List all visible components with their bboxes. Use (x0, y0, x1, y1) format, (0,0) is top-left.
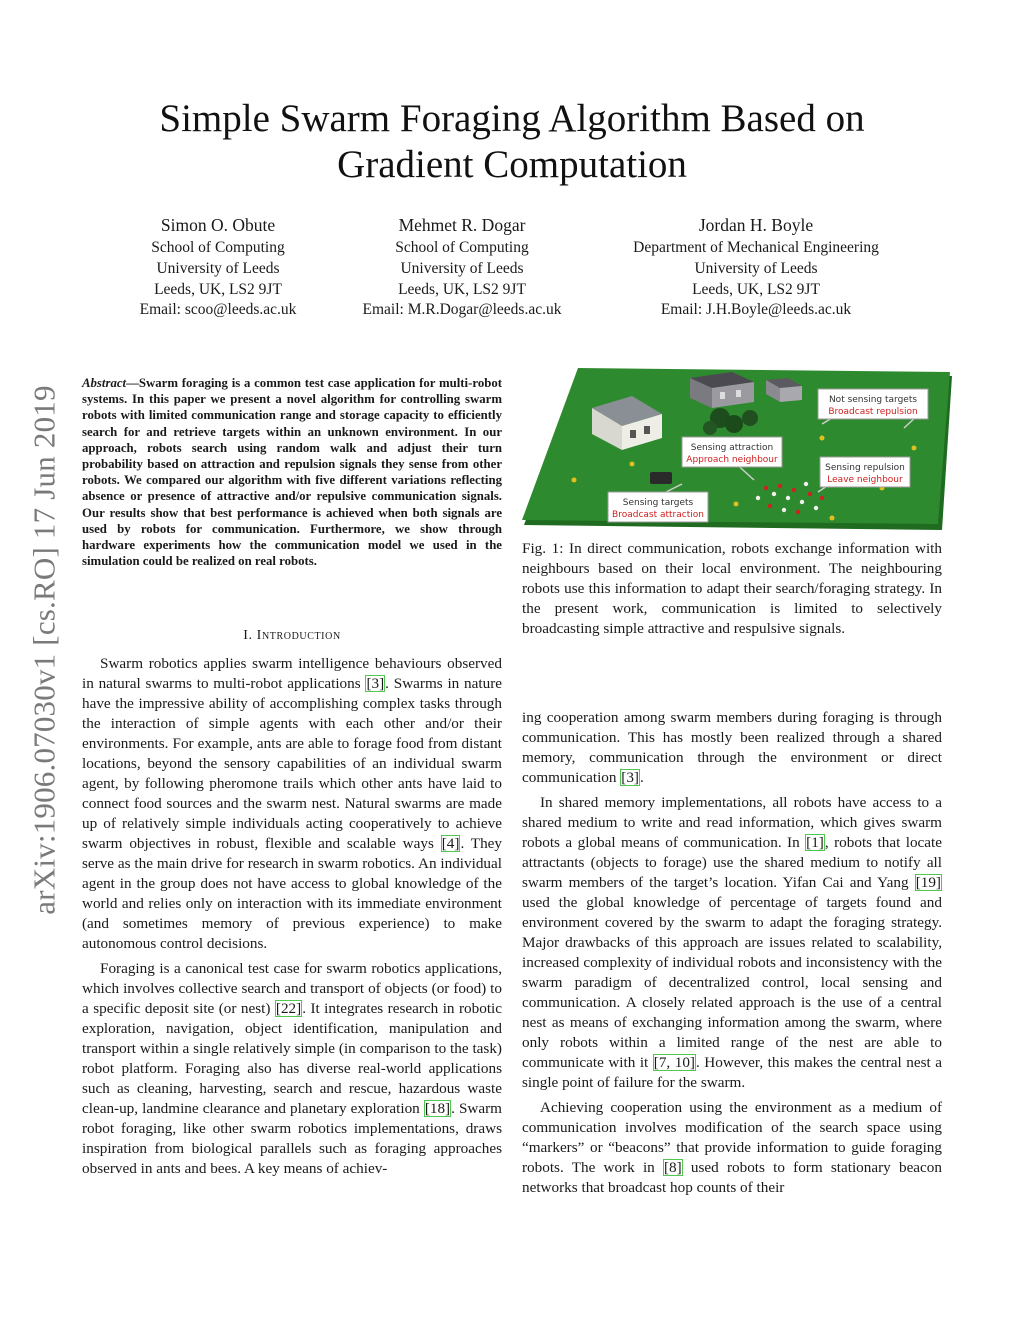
text-run: ing cooperation among swarm members during foraging is through communication. This has mostly been realized through a shared memory, communication through the environment or direct communication (522, 709, 942, 786)
text-run: . It integrates research in robotic exploration, navigation, object identification, manipulation and transport within a single relatively simple (in comparison to the task) robot platform. Foraging also has diverse real-world applications such as cleaning, harvesting, search and rescue, hazardous waste clean-up, landmine clearance and planetary exploration (82, 1000, 502, 1117)
author-email[interactable]: Email: J.H.Boyle@leeds.ac.uk (660, 301, 852, 319)
intro-paragraph-2 (82, 959, 502, 1179)
text-run: . Swarm robot foraging, like other swarm robotics implementations, draws inspiration from biological parallels such as foraging approaches observed in ants and bees. A key means of achiev- (82, 1100, 502, 1177)
paper-title (100, 96, 924, 188)
label-sensing-targets (608, 492, 708, 522)
tree-icon (703, 421, 717, 435)
label-line: Not sensing targets (828, 395, 918, 405)
abstract-text: —Swarm foraging is a common test case application for multi-robot systems. In this paper we present a novel algorithm for controlling swarm robots with limited communication range and storage capacity to efficiently search for and retrieve targets within an unknown environment. In our approach, robots search using random walk and adjust their turn probability based on attraction and repulsion signals they sense from other robots. We compared our algorithm with five different variations reflecting absence or presence of attractive and/or repulsive communication signals. Our results show that best performance is achieved when both signals are used by robots for communication. Furthermore, we show through hardware experiments how the communication model we used in the simulation could be realized on real robots. (82, 376, 502, 569)
label-sensing-attraction (682, 437, 782, 467)
text-run: . (640, 769, 644, 786)
figure-1-illustration (522, 368, 954, 533)
arxiv-id: arXiv:1906.07030v1 [cs.RO] 17 Jun 2019 (27, 385, 62, 915)
label-line: Sensing targets (622, 498, 694, 508)
citation-link[interactable]: [7, 10] (653, 1054, 695, 1071)
vehicle-icon (650, 472, 672, 484)
arxiv-stamp (22, 350, 68, 950)
right-paragraph-2 (522, 793, 942, 1093)
author-email[interactable]: Email: scoo@leeds.ac.uk (139, 301, 297, 319)
author-name: Simon O. Obute (160, 215, 276, 235)
label-line: Sensing repulsion (825, 463, 905, 473)
abstract (82, 375, 502, 569)
text-run: . However, this makes the central nest a single point of failure for the swarm. (522, 1054, 942, 1091)
text-run: Foraging is a canonical test case for swarm robotics applications, which involves collective search and transport of objects (or food) to a specific deposit site (or nest) (82, 960, 502, 1017)
text-run: . Swarms in nature have the impressive ability of accomplishing complex tasks through the interaction of simple agents with each other and/or their environments. For example, ants are able to forage food from distant locations, beyond the sensory capabilities of an individual swarm agent, by following pheromone trails which other ants have laid to connect food sources and the swarm nest. Natural swarms are made up of relatively simple individuals acting cooperatively to achieve swarm objectives in robust, flexible and scalable ways (82, 675, 503, 852)
author-dept: School of Computing (151, 239, 285, 256)
citation-link[interactable]: [3] (621, 769, 639, 786)
text-run: Achieving cooperation using the environment as a medium of communication involves modification of the search space using “markers” or “beacons” that provide information to guide foraging robots. The work in (522, 1099, 942, 1176)
author-dept: School of Computing (395, 239, 529, 256)
text-run: used robots to form stationary beacon networks that broadcast hop counts of their (522, 1159, 942, 1196)
label-not-sensing (818, 389, 928, 419)
abstract-label: Abstract (82, 376, 127, 390)
citation-link[interactable]: [4] (441, 835, 460, 852)
figure-caption: Fig. 1: In direct communication, robots exchange information with neighbours based on their local environment. The neighbouring robots use this information to adapt their search/foraging strategy. In the present work, communication is limited to selectively broadcasting simple attractive and respulsive signals. (522, 540, 942, 637)
author-dept: Department of Mechanical Engineering (633, 239, 879, 256)
citation-link[interactable]: [19] (915, 874, 941, 891)
right-paragraph-1 (522, 708, 942, 788)
text-run: Swarm robotics applies swarm intelligence behaviours observed in natural swarms to multi-robot applications (82, 655, 502, 692)
label-line: Sensing attraction (690, 443, 774, 453)
label-line: Broadcast attraction (612, 510, 704, 520)
label-line: Approach neighbour (686, 455, 778, 465)
label-line: Broadcast repulsion (828, 407, 918, 417)
author-block-2 (312, 212, 612, 321)
author-univ: University of Leeds (694, 259, 818, 277)
intro-paragraph-1 (82, 654, 502, 954)
figure-1 (522, 368, 954, 533)
title-line-1: Simple Swarm Foraging Algorithm Based on (159, 97, 865, 140)
citation-link[interactable]: [3] (366, 675, 385, 692)
tree-icon (742, 410, 758, 426)
author-univ: University of Leeds (156, 259, 280, 277)
right-paragraph-3 (522, 1098, 942, 1198)
label-line: Leave neighbour (827, 475, 903, 485)
author-name: Jordan H. Boyle (698, 215, 814, 235)
text-run: , robots that locate attractants (objects to forage) use the shared medium to notify all swarm members of the target’s location. Yifan Cai and Yang (522, 834, 943, 891)
tree-icon (725, 415, 743, 433)
author-name: Mehmet R. Dogar (398, 215, 526, 235)
right-column (522, 708, 942, 1198)
author-address: Leeds, UK, LS2 9JT (154, 280, 282, 298)
author-address: Leeds, UK, LS2 9JT (398, 280, 526, 298)
section-heading: I. Introduction (243, 628, 341, 643)
citation-link[interactable]: [1] (806, 834, 824, 851)
intro-column (82, 654, 502, 1179)
author-block-3 (606, 212, 906, 321)
author-address: Leeds, UK, LS2 9JT (692, 280, 820, 298)
citation-link[interactable]: [8] (663, 1159, 682, 1176)
title-line-2: Gradient Computation (337, 143, 687, 186)
citation-link[interactable]: [22] (275, 1000, 302, 1017)
text-run: . They serve as the main drive for research in swarm robotics. An individual agent in the group does not have access to global knowledge of the world and relies only on interaction with its immediate environment (and sometimes memory of previous experience) to make autonomous control decisions. (82, 835, 502, 952)
author-univ: University of Leeds (400, 259, 524, 277)
citation-link[interactable]: [18] (424, 1100, 451, 1117)
author-email[interactable]: Email: M.R.Dogar@leeds.ac.uk (362, 301, 562, 319)
text-run: used the global knowledge of percentage of targets found and environment covered by the swarm to adapt the foraging strategy. Major drawbacks of this approach are issues related to scalability, increased complexity of individual robots and inconsistency with the swarm paradigm of decentralized control, local sensing and communication. A closely related approach is the use of a central nest as means of exchanging information among the swarm, where only robots within a limited range of the nest are able to communicate with it (522, 894, 942, 1071)
text-run: In shared memory implementations, all robots have access to a shared medium to write and read information, which gives swarm robots a global means of communication. In (522, 794, 942, 851)
label-sensing-repulsion (820, 457, 910, 487)
